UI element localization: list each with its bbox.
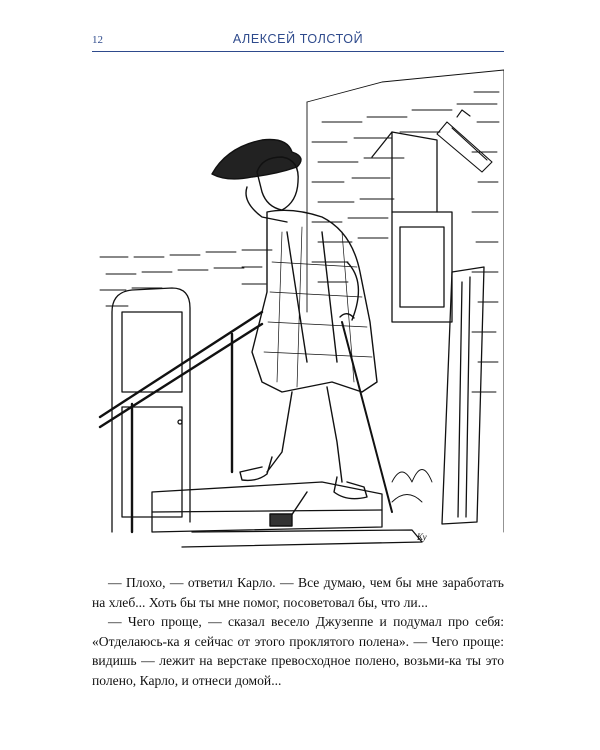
plank (442, 267, 484, 524)
running-head-author: АЛЕКСЕЙ ТОЛСТОЙ (232, 32, 364, 46)
left-wall (100, 250, 272, 306)
window (372, 132, 452, 322)
header-rule (92, 51, 504, 52)
hammer (270, 492, 307, 526)
paragraph-2: — Чего проще, — сказал весело Джузеппе и подумал про себя: «Отделаюсь-ка я сейчас от этого проклятого полена». — Чего проще: видишь — лежит на верстаке превосходное полено, возьми-ка ты это полено, Карло, и отнеси домой... (92, 614, 504, 688)
body-text (92, 573, 504, 691)
artist-signature: Ку (417, 532, 427, 542)
saw-on-wall (437, 110, 492, 172)
ink-drawing (92, 62, 504, 562)
paragraph-1: — Плохо, — ответил Карло. — Все думаю, чем бы мне заработать на хлеб... Хоть бы ты мне помог, посоветовал бы, что ли... (92, 575, 504, 610)
railing (100, 312, 262, 532)
shrub (392, 470, 432, 503)
page-number: 12 (92, 34, 103, 46)
brick-wall (307, 70, 504, 532)
running-head (92, 32, 504, 50)
illustration (92, 62, 504, 562)
door (112, 288, 190, 532)
